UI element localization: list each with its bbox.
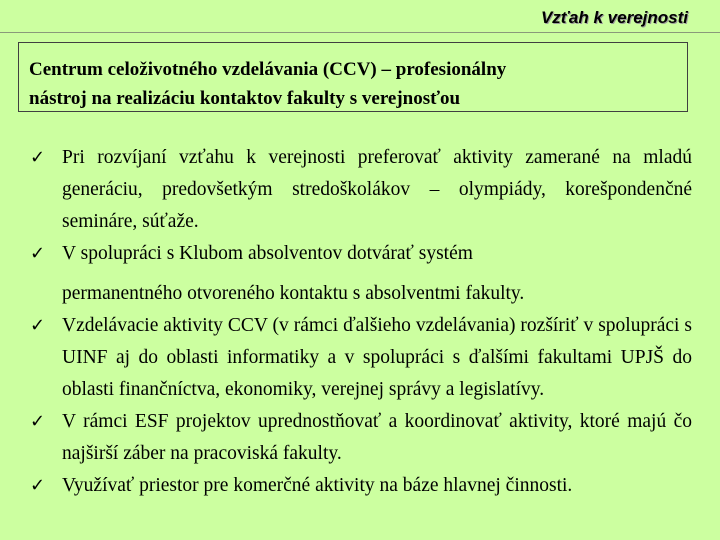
check-mark-icon: ✓ [30, 243, 46, 264]
bullet-text: V rámci ESF projektov uprednostňovať a koordinovať aktivity, ktoré majú čo najširší záber na pracoviská fakulty. [62, 411, 692, 464]
highlight-box [18, 42, 688, 112]
page-title: Vzťah k verejnosti [540, 8, 688, 27]
check-mark-icon: ✓ [30, 147, 46, 168]
bullet-item [30, 238, 692, 310]
box-line-2: nástroj na realizáciu kontaktov fakulty s verejnosťou [29, 88, 461, 109]
bullet-text: Využívať priestor pre komerčné aktivity na báze hlavnej činnosti. [62, 475, 573, 496]
bullet-text: Vzdelávacie aktivity CCV (v rámci ďalšieho vzdelávania) rozšíriť v spolupráci s UINF aj do oblasti informatiky a v spolupráci s ďalšími fakultami UPJŠ do oblasti finančníctva, ekonomiky, verejnej správy a legislatívy. [62, 315, 692, 400]
check-mark-icon: ✓ [30, 315, 46, 336]
bullet-item [30, 470, 692, 502]
bullet-text: Pri rozvíjaní vzťahu k verejnosti preferovať aktivity zamerané na mladú generáciu, predovšetkým stredoškolákov – olympiády, korešpondenčné semináre, súťaže. [62, 147, 692, 232]
check-mark-icon: ✓ [30, 475, 46, 496]
bullet-item [30, 310, 692, 406]
bullet-list [30, 142, 692, 502]
header-divider [0, 32, 720, 33]
box-line-1: Centrum celoživotného vzdelávania (CCV) – profesionálny [29, 59, 507, 80]
bullet-text-line-1: V spolupráci s Klubom absolventov dotvárať systém [62, 243, 473, 264]
bullet-text-line-2: permanentného otvoreného kontaktu s absolventmi fakulty. [62, 283, 525, 304]
bullet-item [30, 406, 692, 470]
bullet-item [30, 142, 692, 238]
check-mark-icon: ✓ [30, 411, 46, 432]
